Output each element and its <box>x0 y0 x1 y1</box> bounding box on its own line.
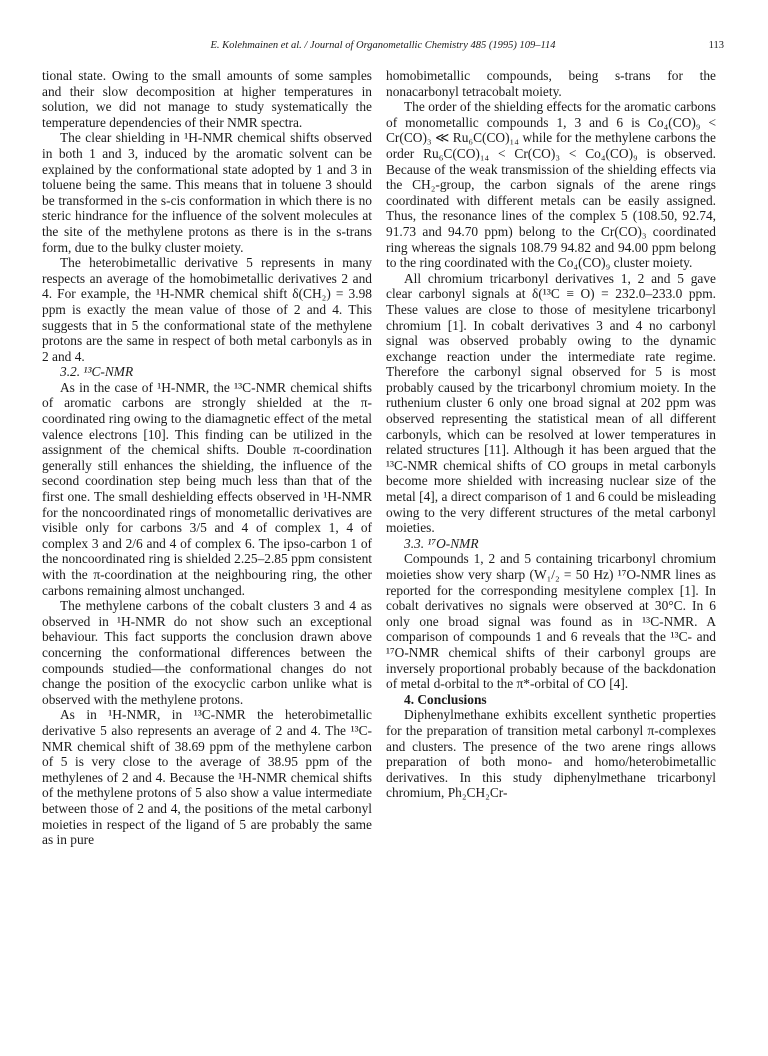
section-heading-3-2: 3.2. ¹³C-NMR <box>60 364 134 380</box>
paragraph: Compounds 1, 2 and 5 containing tricarbonyl chromium moieties show very sharp (W₁/₂ = 50 Hz) ¹⁷O-NMR lines as reported for the corresponding mesitylene complex [1]. In cobalt derivatives no signals were observed at 30°C. In 6 only one broad signal was found as in ¹³C-NMR. A comparison of compounds 1 and 6 reveals that the ¹³C- and ¹⁷O-NMR chemical shifts of their carbonyl groups are inversely proportional probably because of the backdonation of metal d-orbital to the π*-orbital of CO [4]. <box>386 551 716 692</box>
running-head <box>42 40 724 56</box>
paragraph: The clear shielding in ¹H-NMR chemical shifts observed in both 1 and 3, induced by the aromatic solvent can be explained by the conformational state adopted by 1 and 3 in toluene being the same. This means that in toluene 3 should be transformed in the s-cis conformation in which there is no steric hindrance for the influence of the solvent molecules at the site of the methylene protons as there is in the s-trans form, due to the bulky cluster moiety. <box>42 130 372 255</box>
paragraph: The order of the shielding effects for the aromatic carbons of monometallic compounds 1, 3 and 6 is Co₄(CO)₉ < Cr(CO)₃ ≪ Ru₆C(CO)₁₄ while for the methylene carbons the order Ru₆C(CO)₁₄ < Cr(CO)₃ < Co₄(CO)₉ is observed. Because of the weak transmission of the shielding effects via the CH₂-group, the carbon signals of the arene rings coordinated with different metals can be easily assigned. Thus, the resonance lines of the complex 5 (108.50, 92.74, 91.73 and 94.70 ppm) belong to the Cr(CO)₃ coordinated ring whereas the signals 108.79 94.82 and 94.00 ppm belong to the ring coordinated with the Co₄(CO)₉ cluster moiety. <box>386 99 716 271</box>
paragraph: tional state. Owing to the small amounts of some samples and their slow decomposition at higher temperatures in solution, we did not manage to study systematically the temperature dependencies of their NMR spectra. <box>42 68 372 130</box>
left-column <box>42 68 372 848</box>
paragraph: The heterobimetallic derivative 5 represents in many respects an average of the homobimetallic derivatives 2 and 4. For example, the ¹H-NMR chemical shift δ(CH₂) = 3.98 ppm is exactly the mean value of those of 2 and 4. This suggests that in 5 the conformational state of the methylene protons are the same in respect of both metal carbonyls as in 2 and 4. <box>42 255 372 364</box>
paragraph: The methylene carbons of the cobalt clusters 3 and 4 as observed in ¹H-NMR do not show such an exceptional behaviour. This fact supports the conclusion drawn above concerning the conformational differences between the compounds studied—the conformational changes do not change the position of the exocyclic carbon unlike what is observed with the methylene protons. <box>42 598 372 707</box>
paragraph: As in ¹H-NMR, in ¹³C-NMR the heterobimetallic derivative 5 also represents an average of 2 and 4. The ¹³C-NMR chemical shift of 38.69 ppm of the methylene carbon of 5 is very close to the average of 38.95 ppm of the methylenes of 2 and 4. Because the ¹H-NMR chemical shifts of the methylene protons of 5 also show a value intermediate between those of 2 and 4, the positions of the metal carbonyl moieties in respect of the ligand of 5 are probably the same as in pure <box>42 707 372 848</box>
running-title: E. Kolehmainen et al. / Journal of Organometallic Chemistry 485 (1995) 109–114 <box>210 40 556 51</box>
paragraph: As in the case of ¹H-NMR, the ¹³C-NMR chemical shifts of aromatic carbons are strongly shielded at the π-coordinated ring owing to the diamagnetic effect of the metal valence electrons [10]. This finding can be utilized in the assignment of the chemical shifts. Double π-coordination generally still enhances the shielding, the influence of the second coordination step being much less than that of the first one. The small deshielding effects observed in ¹H-NMR for the noncoordinated rings of monometallic derivatives are visible only for carbons 3/5 and 4 of complex 1, 4 of complex 3 and 2/6 and 4 of complex 6. The ipso-carbon 1 of the noncoordinated ring is shielded 2.25–2.85 ppm consistent with the π-coordination at the neighbouring ring, the other carbons remaining almost unchanged. <box>42 379 372 598</box>
section-heading-3-3: 3.3. ¹⁷O-NMR <box>404 535 479 551</box>
paragraph: Diphenylmethane exhibits excellent synthetic properties for the preparation of transition metal carbonyl π-complexes and clusters. The presence of the two arene rings allows preparation of both mono- and homo/heterobimetallic derivatives. In this study diphenylmethane tricarbonyl chromium, Ph₂CH₂Cr- <box>386 707 716 801</box>
paragraph: homobimetallic compounds, being s-trans for the nonacarbonyl tetracobalt moiety. <box>386 68 716 99</box>
page-number: 113 <box>708 40 724 51</box>
right-column <box>386 68 716 801</box>
paragraph: All chromium tricarbonyl derivatives 1, 2 and 5 gave clear carbonyl signals at δ(¹³C ≡ O) = 232.0–233.0 ppm. These values are close to those of mesitylene tricarbonyl chromium [1]. In cobalt derivatives 3 and 4 no carbonyl signal was observed probably owing to the dynamic exchange reaction under the intermediate rate regime. Therefore the carbonyl signal observed for 5 is most probably caused by the tricarbonyl chromium moiety. In the ruthenium cluster 6 only one broad signal at 202 ppm was observed representing the statistical mean of all different carbonyls, which can be resolved at lower temperatures in related structures [11]. Although it has been argued that the ¹³C-NMR chemical shifts of CO groups in metal carbonyls become more shielded with increasing nuclear size of the metal [4], a direct comparison of 1 and 6 could be misleading owing to the very different structures of the metal carbonyl moieties. <box>386 270 716 536</box>
section-heading-4: 4. Conclusions <box>404 691 487 707</box>
